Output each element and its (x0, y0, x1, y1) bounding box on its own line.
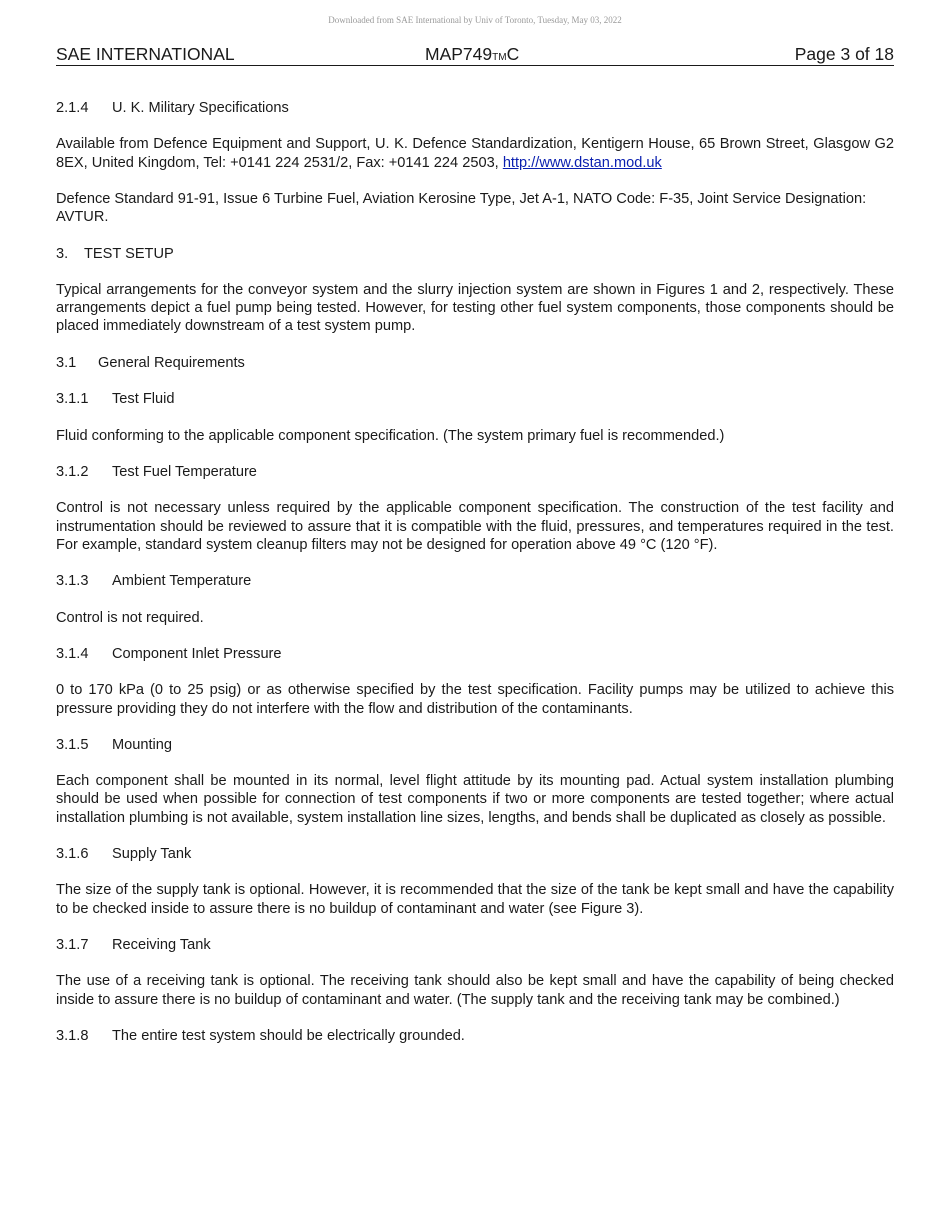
paragraph-text: Available from Defence Equipment and Support, U. K. Defence Standardization, Kentigern House, 65 Brown Street, Glasgow G2 8EX, United Kingdom, Tel: +0141 224 2531/2, Fax: +0141 224 2503, (56, 136, 894, 171)
section-number: 3.1.8 (56, 1028, 89, 1045)
section-number: 2.1.4 (56, 100, 89, 116)
paragraph-3-1-2: Control is not necessary unless required by the applicable component specification. The construction of the test facility and instrumentation should be reviewed to assure that it is compatible with the fluid, pressures, and temperatures required in the test. For example, standard system cleanup filters may not be designed for operation above 49 °C (120 °F). (56, 500, 894, 553)
paragraph-3: Typical arrangements for the conveyor system and the slurry injection system are shown in Figures 1 and 2, respectively. These arrangements depict a fuel pump being tested. However, for testing other fuel system components, those components should be placed immediately downstream of a test system pump. (56, 281, 894, 335)
section-number: 3.1.1 (56, 391, 89, 408)
document-id-suffix: C (506, 44, 520, 64)
page-header (56, 45, 894, 66)
download-watermark: Downloaded from SAE International by Univ of Toronto, Tuesday, May 03, 2022 (328, 15, 622, 25)
section-heading-3-1-1 (56, 390, 894, 408)
section-heading-2-1-4 (56, 99, 894, 117)
section-title: Receiving Tank (112, 937, 211, 954)
section-title: Test Fluid (112, 391, 175, 408)
document-body (56, 99, 894, 1045)
publisher-name: SAE INTERNATIONAL (56, 44, 235, 64)
section-title: Mounting (112, 736, 173, 753)
paragraph-3-1-4: 0 to 170 kPa (0 to 25 psig) or as otherwise specified by the test specification. Facility pumps may be utilized to achieve this pressure providing they do not interfere with the flow and distribution of the contaminants. (56, 682, 894, 717)
section-heading-3 (56, 245, 894, 263)
paragraph-3-1-6: The size of the supply tank is optional. However, it is recommended that the size of the tank be kept small and have the capability to be checked inside to assure there is no buildup of contaminant and water (see Figure 3). (56, 882, 894, 917)
section-number: 3.1 (56, 354, 77, 371)
section-heading-3-1-3 (56, 572, 894, 590)
section-title: The entire test system should be electrically grounded. (112, 1028, 465, 1045)
page-number: Page 3 of 18 (794, 44, 894, 64)
section-heading-3-1-5 (56, 736, 894, 754)
section-heading-3-1-4 (56, 645, 894, 663)
paragraph-3-1-7: The use of a receiving tank is optional. The receiving tank should also be kept small and have the capability of being checked inside to assure there is no buildup of contaminant and water. (The supply tank and the receiving tank may be combined.) (56, 973, 894, 1008)
trademark-mark: TM (492, 52, 507, 63)
section-number: 3.1.4 (56, 645, 89, 662)
section-heading-3-1-2 (56, 463, 894, 481)
section-heading-3-1-7 (56, 936, 894, 954)
section-heading-3-1-6 (56, 845, 894, 863)
section-title: Ambient Temperature (112, 573, 252, 590)
paragraph-3-1-5: Each component shall be mounted in its normal, level flight attitude by its mounting pad. Actual system installation plumbing should be used when possible for connection of test components if two or more components are tested together; where actual installation plumbing is not available, system installation line sizes, lengths, and bends shall be duplicated as closely as possible. (56, 773, 894, 826)
section-number: 3. (56, 245, 69, 262)
section-heading-3-1-8 (56, 1027, 894, 1045)
section-title: Test Fuel Temperature (112, 463, 257, 480)
document-id-base: MAP749 (425, 44, 493, 64)
section-number: 3.1.6 (56, 846, 89, 863)
paragraph-3-1-3: Control is not required. (56, 609, 204, 626)
document-id (425, 44, 519, 65)
section-title: Component Inlet Pressure (112, 645, 282, 662)
section-title: General Requirements (98, 354, 245, 371)
section-title: TEST SETUP (84, 245, 174, 262)
section-title: Supply Tank (112, 846, 192, 863)
section-heading-3-1 (56, 354, 894, 372)
section-number: 3.1.5 (56, 736, 89, 753)
section-number: 3.1.7 (56, 937, 89, 954)
dstan-link[interactable]: http://www.dstan.mod.uk (502, 154, 662, 171)
section-title: U. K. Military Specifications (112, 100, 289, 116)
paragraph-2-1-4-availability (56, 135, 894, 171)
paragraph-2-1-4-def-stan: Defence Standard 91-91, Issue 6 Turbine Fuel, Aviation Kerosine Type, Jet A-1, NATO Code: F-35, Joint Service Designation: AVTUR. (56, 190, 867, 226)
paragraph-3-1-1: Fluid conforming to the applicable component specification. (The system primary fuel is recommended.) (56, 427, 725, 444)
section-number: 3.1.2 (56, 463, 89, 480)
section-number: 3.1.3 (56, 573, 89, 590)
